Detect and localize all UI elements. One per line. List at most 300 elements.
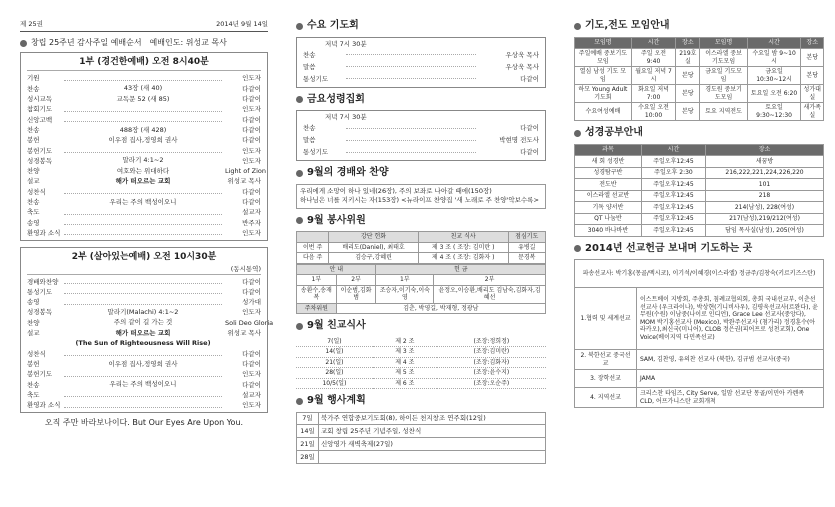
bullet-icon <box>20 40 27 47</box>
order-detail-line <box>64 197 222 206</box>
table-header: 장소 <box>801 37 824 49</box>
order-leader: 인도자 <box>242 401 261 410</box>
table-cell: (조장:윤수지) <box>437 368 546 379</box>
order-detail-line <box>64 359 222 368</box>
order-leader: 위성교 목사 <box>227 329 261 338</box>
order-row <box>27 176 261 186</box>
table-cell: 216,222,221,224,226,220 <box>706 167 824 179</box>
table-row <box>297 253 546 264</box>
order-banner <box>20 38 268 48</box>
order-detail-line <box>64 310 222 315</box>
table-cell: 2부 <box>336 275 376 286</box>
order-detail-line <box>64 189 222 194</box>
table-cell: 본당 <box>676 103 700 121</box>
banner-sub: 예배인도: 위성교 목사 <box>149 38 227 48</box>
order-leader: 다같이 <box>242 359 261 368</box>
service-line <box>346 54 476 55</box>
mission-category: 3. 장학선교 <box>575 370 637 388</box>
table-cell: 주일오후12:45 <box>641 156 705 168</box>
volunteer-table-2 <box>296 264 546 315</box>
table-row <box>575 202 824 214</box>
wed-box <box>296 37 546 88</box>
order-detail-line <box>64 148 222 153</box>
order-label: 찬송 <box>27 198 40 207</box>
table-cell: 새꿈방 <box>706 156 824 168</box>
order-detail: 해가 떠오르는 교회 <box>64 177 222 185</box>
table-cell: 주일오후 2:30 <box>641 167 705 179</box>
fri-box <box>296 110 546 161</box>
praise-box <box>296 184 546 209</box>
order-detail-line <box>64 166 222 175</box>
order-detail-line <box>64 382 222 387</box>
order-detail: 43장 (새 40) <box>64 84 222 92</box>
table-row <box>575 167 824 179</box>
fri-time: 저녁 7시 30분 <box>325 113 367 122</box>
first-service-box <box>20 52 268 241</box>
service-leader: 박현명 전도사 <box>499 136 539 145</box>
mission-section-title <box>574 243 824 256</box>
order-row <box>27 73 261 83</box>
bible-table <box>574 144 824 237</box>
order-label: 찬송 <box>27 125 40 134</box>
praise-title: 9월의 경배와 찬양 <box>307 167 389 179</box>
mission-detail: 이스트베이 지방회, 주총회, 침례교협의회, 총회 국내선교부, 이춘선선교사 (우크라이나), 박상현(기니비사우), 김평욱선교사(르완다), 윤무원(수원) 이남중(나이로 인디언), Grace Lee 선교사(중앙다), MOM 박기홍선교사 (Mexico), 박완주선교사 (첨가리) 정경훈수(아라카오),최신국(미니어), CLOB 정은권(피어프로 성천교회), One Voice(베이지역 다민족선교) <box>637 288 824 350</box>
service-line <box>346 140 476 141</box>
table-cell: 금요일 기도모임 <box>700 67 747 85</box>
bullet-icon <box>296 398 303 405</box>
mission-title: 2014년 선교헌금 보내며 기도하는 곳 <box>585 242 753 254</box>
order-leader: 설교자 <box>242 390 261 399</box>
table-row <box>296 368 546 379</box>
service-leader: 다같이 <box>520 148 539 157</box>
order-detail-line <box>64 117 222 122</box>
bullet-icon <box>574 23 581 30</box>
table-row <box>575 67 824 85</box>
table-cell: 하모 Young Adult 기도회 <box>575 85 632 103</box>
table-cell: 수요일 밤 9~10시 <box>747 49 801 67</box>
service-line <box>346 78 476 79</box>
order-label: 성찬식 <box>27 187 46 196</box>
table-row <box>575 350 824 370</box>
service-row <box>303 49 539 61</box>
order-detail: 주의 같이 길 가는 것 <box>64 318 222 326</box>
table-cell: 성가대실 <box>801 85 824 103</box>
order-leader: 다같이 <box>242 380 261 389</box>
order-row <box>27 379 261 389</box>
order-detail: 해가 떠오르는 교회 <box>64 329 222 337</box>
table-cell: 북가주 연합중보기도회(8), 하이든 천지창조 연주회(12일) <box>319 412 546 425</box>
order-row <box>27 297 261 307</box>
table-cell: 조승자,이기숙,이숙영 <box>376 285 434 303</box>
table-row <box>296 378 546 389</box>
order-label: 축도 <box>27 390 40 399</box>
order-row <box>27 228 261 238</box>
table-cell: 김승구,강혜린 <box>329 253 419 264</box>
order-row <box>27 166 266 176</box>
order-label: 참회기도 <box>27 105 53 114</box>
order-leader: 인도자 <box>242 228 261 237</box>
order-row <box>27 390 261 400</box>
order-leader: 다같이 <box>242 136 261 145</box>
order-label: 봉헌기도 <box>27 146 53 155</box>
table-cell: 3040 바나바반 <box>575 225 642 237</box>
fri-section-title <box>296 94 546 107</box>
order-detail-line <box>64 289 222 294</box>
order-detail-line <box>64 158 222 163</box>
table-cell: 주일예배 중보기도모임 <box>575 49 632 67</box>
mission-header: 파송선교사: 박기홍(몽골/멕시코), 이기석/이혜경(이스라엘) 정금주/김창숙(키르키즈스탄) <box>575 260 824 288</box>
table-row <box>297 450 546 463</box>
table-row <box>575 288 824 350</box>
volunteer-section-title <box>296 215 546 228</box>
table-cell: (조장:김미란) <box>437 347 546 358</box>
service-leader: 다같이 <box>520 74 539 83</box>
order-detail-line <box>64 328 222 337</box>
table-cell: 21일 <box>297 438 319 451</box>
table-cell: 다음 주 <box>297 253 329 264</box>
bullet-icon <box>574 130 581 137</box>
table-cell: 14(일) <box>296 347 373 358</box>
issue-date: 2014년 9월 14일 <box>216 20 268 28</box>
bullet-icon <box>296 323 303 330</box>
order-row <box>27 349 261 359</box>
table-cell: 제 4 조 <box>373 357 437 368</box>
table-header: 모임명 <box>700 37 747 49</box>
service-leader: 우상욱 목사 <box>505 62 539 71</box>
order-label: 찬양 <box>27 167 40 176</box>
table-header: 헌 금 <box>376 264 546 275</box>
table-cell: (조장:정희정) <box>437 337 546 347</box>
table-cell: 1부 <box>376 275 434 286</box>
order-detail: 교독문 52 (새 85) <box>64 95 222 103</box>
table-cell: 본당 <box>676 67 700 85</box>
table-row <box>575 103 824 121</box>
mission-category: 4. 지역선교 <box>575 388 637 408</box>
table-cell: 2부 <box>434 275 546 286</box>
order-detail-line <box>64 372 222 377</box>
order-detail: 이우점 집사,정영희 권사 <box>64 136 222 144</box>
table-header: 모임명 <box>575 37 632 49</box>
service-label: 통성기도 <box>303 148 329 157</box>
table-cell: 제 3 조 ( 조장: 김미란 ) <box>418 242 508 253</box>
table-cell: 14일 <box>297 425 319 438</box>
table-row <box>575 370 824 388</box>
mission-category: 1.협력 및 세계선교 <box>575 288 637 350</box>
order-row <box>27 400 261 410</box>
order-detail-line <box>64 300 222 305</box>
order-row <box>27 197 261 207</box>
table-cell: 본당 <box>801 67 824 85</box>
table-cell: 주일오후12:45 <box>641 202 705 214</box>
order-leader: 성가대 <box>242 298 261 307</box>
order-leader: 다같이 <box>242 187 261 196</box>
table-cell: 제 2 조 <box>373 337 437 347</box>
order-label: 성경봉독 <box>27 308 53 317</box>
order-row <box>27 94 261 104</box>
table-cell: 이스라엘 선교반 <box>575 190 642 202</box>
order-detail-line <box>64 94 222 103</box>
table-header: 시간 <box>631 37 675 49</box>
order-detail: 우리는 주의 백성이오니 <box>64 380 222 388</box>
order-detail-line <box>64 210 222 215</box>
order-detail-line <box>64 351 222 356</box>
bullet-icon <box>296 23 303 30</box>
service-leader: 다같이 <box>520 124 539 133</box>
table-cell: 월요일 저녁 7시 <box>631 67 675 85</box>
service-line <box>346 152 476 153</box>
bible-section-title <box>574 127 824 140</box>
volunteer-title: 9월 봉사위원 <box>307 214 366 226</box>
table-cell: 김춘, 박영길, 박재형, 정광남 <box>336 303 545 314</box>
order-detail-line <box>64 392 222 397</box>
order-leader: 위성교 목사 <box>227 177 261 186</box>
table-cell: 이스라엘 중보기도모임 <box>700 49 747 67</box>
table-cell: 주일오후12:45 <box>641 190 705 202</box>
issue-number: 제 25권 <box>20 20 43 28</box>
order-leader: 다같이 <box>242 277 261 286</box>
bullet-icon <box>296 170 303 177</box>
order-leader: 반주자 <box>242 218 261 227</box>
table-row <box>296 357 546 368</box>
table-cell: 제 3 조 <box>373 347 437 358</box>
order-row <box>27 145 261 155</box>
table-cell: 새가족실 <box>801 103 824 121</box>
order-leader: 다같이 <box>242 287 261 296</box>
table-row <box>297 425 546 438</box>
table-row <box>575 225 824 237</box>
events-title: 9월 행사계획 <box>307 395 366 407</box>
order-row <box>27 135 261 145</box>
table-header: 안 내 <box>297 264 376 275</box>
service-leader: 우상욱 목사 <box>505 50 539 59</box>
table-cell: 이번 주 <box>297 242 329 253</box>
order-detail: 488장 (새 428) <box>64 126 222 134</box>
order-label: 신앙고백 <box>27 115 53 124</box>
order-detail: 이우점 집사,정영희 권사 <box>64 360 222 368</box>
order-label: 봉헌기도 <box>27 370 53 379</box>
order-leader: 다같이 <box>242 84 261 93</box>
order-leader: 다같이 <box>242 349 261 358</box>
order-leader: Soli Deo Gloria <box>225 318 274 327</box>
table-header: 점심기도 <box>508 232 545 243</box>
order-row <box>27 218 261 228</box>
table-cell: 토요일 9:30~12:30 <box>747 103 801 121</box>
first-service-title: 1부 (경건한예배) 오전 8시40분 <box>27 55 261 71</box>
order-label: 찬송 <box>27 380 40 389</box>
mission-category: 2. 북한선교 중국선교 <box>575 350 637 370</box>
table-cell: 이순범,김화범 <box>336 285 376 303</box>
wed-title: 수요 기도회 <box>307 20 359 31</box>
order-leader: 인도자 <box>242 74 261 83</box>
order-detail-line <box>64 230 222 235</box>
order-detail-line <box>64 279 222 284</box>
table-cell: 토요 지역전도 <box>700 103 747 121</box>
order-label: 성경봉독 <box>27 156 53 165</box>
table-cell: 신앙영가 새벽축제(27일) <box>319 438 546 451</box>
service-label: 말씀 <box>303 136 316 145</box>
praise-line-1: 우리에게 소망이 하나 있네(26장), 주의 보좌로 나아갈 때에(150장) <box>300 186 492 195</box>
table-cell: 주일오후12:45 <box>641 213 705 225</box>
table-row <box>297 412 546 425</box>
table-cell: 제 5 조 <box>373 368 437 379</box>
table-cell: 화요일 저녁7:00 <box>631 85 675 103</box>
service-row <box>303 146 539 158</box>
table-cell: 218 <box>706 190 824 202</box>
table-cell: 열심 남성 기도 모임 <box>575 67 632 85</box>
bulletin-header <box>20 0 268 32</box>
order-row <box>27 307 261 317</box>
mission-table <box>574 259 824 408</box>
table-row <box>297 242 546 253</box>
table-cell: 217(남성),219/212(여성) <box>706 213 824 225</box>
table-row <box>575 213 824 225</box>
service-label: 통성기도 <box>303 74 329 83</box>
table-row <box>297 285 546 303</box>
mission-detail: JAMA <box>637 370 824 388</box>
fri-title: 금요성령집회 <box>307 93 365 105</box>
table-cell: 제 6 조 <box>373 378 437 389</box>
fellowship-table <box>296 337 546 390</box>
order-leader: 인도자 <box>242 156 261 165</box>
table-cell: 1부 <box>297 275 337 286</box>
order-row <box>27 277 261 287</box>
order-row <box>27 125 261 135</box>
table-row <box>296 337 546 347</box>
interpretation-note: (동시통역) <box>27 265 261 274</box>
table-cell: 제 4 조 ( 조장: 김화자 ) <box>418 253 508 264</box>
order-label: 찬양 <box>27 318 40 327</box>
table-cell: 담임 목사실(남성), 205(여성) <box>706 225 824 237</box>
service-label: 찬송 <box>303 124 316 133</box>
order-detail: (The Sun of Righteousness Will Rise) <box>64 339 222 347</box>
table-cell: 문경복 <box>508 253 545 264</box>
table-cell <box>319 450 546 463</box>
order-leader: 다같이 <box>242 115 261 124</box>
second-service-title: 2부 (살아있는예배) 오전 10시30분 <box>71 252 217 263</box>
table-header: 시간 <box>747 37 801 49</box>
order-detail: 말라기 4:1~2 <box>64 156 222 164</box>
bullet-icon <box>296 96 303 103</box>
table-cell: 본당 <box>801 49 824 67</box>
table-cell: 금요일 10:30~12시 <box>747 67 801 85</box>
order-label: 축도 <box>27 208 40 217</box>
order-label: 경배와찬양 <box>27 277 59 286</box>
order-row <box>27 369 261 379</box>
wed-section-title <box>296 20 546 33</box>
order-leader: Light of Zion <box>225 167 266 176</box>
events-table <box>296 412 546 464</box>
order-detail-line <box>64 176 222 185</box>
meet-table <box>574 37 824 122</box>
order-detail: 말라기(Malachi) 4:1~2 <box>64 308 222 316</box>
table-cell: 28일 <box>297 450 319 463</box>
volunteer-table <box>296 231 546 264</box>
order-row <box>27 287 261 297</box>
praise-section-title <box>296 167 546 180</box>
wed-time: 저녁 7시 30분 <box>325 39 367 48</box>
table-cell: 배리도(Daniel), 최태호 <box>329 242 419 253</box>
table-header: 과목 <box>575 144 642 156</box>
order-leader: 인도자 <box>242 105 261 114</box>
fellowship-section-title <box>296 320 546 333</box>
order-detail: 우리는 주의 백성이오니 <box>64 198 222 206</box>
left-column <box>20 0 274 428</box>
service-row <box>303 122 539 134</box>
table-row <box>296 347 546 358</box>
order-detail-line <box>64 107 222 112</box>
table-cell: 수요일 오전 10:00 <box>631 103 675 121</box>
order-row <box>27 187 261 197</box>
table-row <box>297 438 546 451</box>
table-cell: 윤정오,이승환,배리도 김남숙,김화자,김혜선 <box>434 285 546 303</box>
table-cell: 214(남성), 228(여성) <box>706 202 824 214</box>
order-leader: 다같이 <box>242 125 261 134</box>
table-cell: 101 <box>706 179 824 191</box>
service-line <box>346 128 476 129</box>
order-label: 설교 <box>27 329 40 338</box>
service-row <box>303 73 539 85</box>
table-header: 시간 <box>641 144 705 156</box>
table-row <box>575 388 824 408</box>
order-leader: 인도자 <box>242 370 261 379</box>
mission-detail: 크리스찬 타임즈, City Serve, 일맘 선교단 몽골/이민아 카렌족 CLD, 어프가니스탄 교회개척 <box>637 388 824 408</box>
table-cell: (조장:오순주) <box>437 378 546 389</box>
table-cell: 7일 <box>297 412 319 425</box>
service-row <box>303 61 539 73</box>
table-cell: 성경탐구반 <box>575 167 642 179</box>
order-leader: 설교자 <box>242 208 261 217</box>
meet-section-title <box>574 20 824 33</box>
order-label: 설교 <box>27 177 40 186</box>
table-cell: 토요일 오전 6:20 <box>747 85 801 103</box>
mission-detail: SAM, 김찬영, 유의찬 선교사 (북한), 김규범 선교사(중국) <box>637 350 824 370</box>
service-row <box>303 134 539 146</box>
table-cell: 7(일) <box>296 337 373 347</box>
order-label: 봉헌 <box>27 136 40 145</box>
events-section-title <box>296 395 546 408</box>
table-header: 장소 <box>706 144 824 156</box>
meet-title: 기도,전도 모임안내 <box>585 20 670 31</box>
order-detail: 여호와는 위대하다 <box>64 167 222 175</box>
bullet-icon <box>296 217 303 224</box>
order-detail-line <box>64 135 222 144</box>
table-row <box>297 303 546 314</box>
order-leader: 다같이 <box>242 198 261 207</box>
order-row <box>27 156 261 166</box>
table-cell: 본당 <box>676 85 700 103</box>
service-line <box>346 66 476 67</box>
order-row <box>27 328 261 338</box>
order-row <box>27 104 261 114</box>
order-leader: 인도자 <box>242 146 261 155</box>
service-label: 찬송 <box>303 50 316 59</box>
order-detail-line <box>64 76 222 81</box>
table-row <box>575 156 824 168</box>
table-row <box>575 85 824 103</box>
praise-line-2: 하나님은 너를 지키시는 자(153장) <뉴라이프 찬양집 '새 노래로 주 찬양'악보수록> <box>300 196 539 205</box>
order-label: 송영 <box>27 298 40 307</box>
order-label: 기원 <box>27 74 40 83</box>
order-label: 환영과 소식 <box>27 401 61 410</box>
table-cell: 경도원 중보기도모임 <box>700 85 747 103</box>
footer-motto: 오직 주만 바라보나이다. But Our Eyes Are Upon You. <box>44 418 244 428</box>
table-cell <box>297 232 329 243</box>
fellowship-title: 9월 친교식사 <box>307 320 366 332</box>
right-column <box>574 14 824 408</box>
order-detail-line <box>64 220 222 225</box>
order-label: 송영 <box>27 218 40 227</box>
order-detail-line <box>64 338 222 347</box>
